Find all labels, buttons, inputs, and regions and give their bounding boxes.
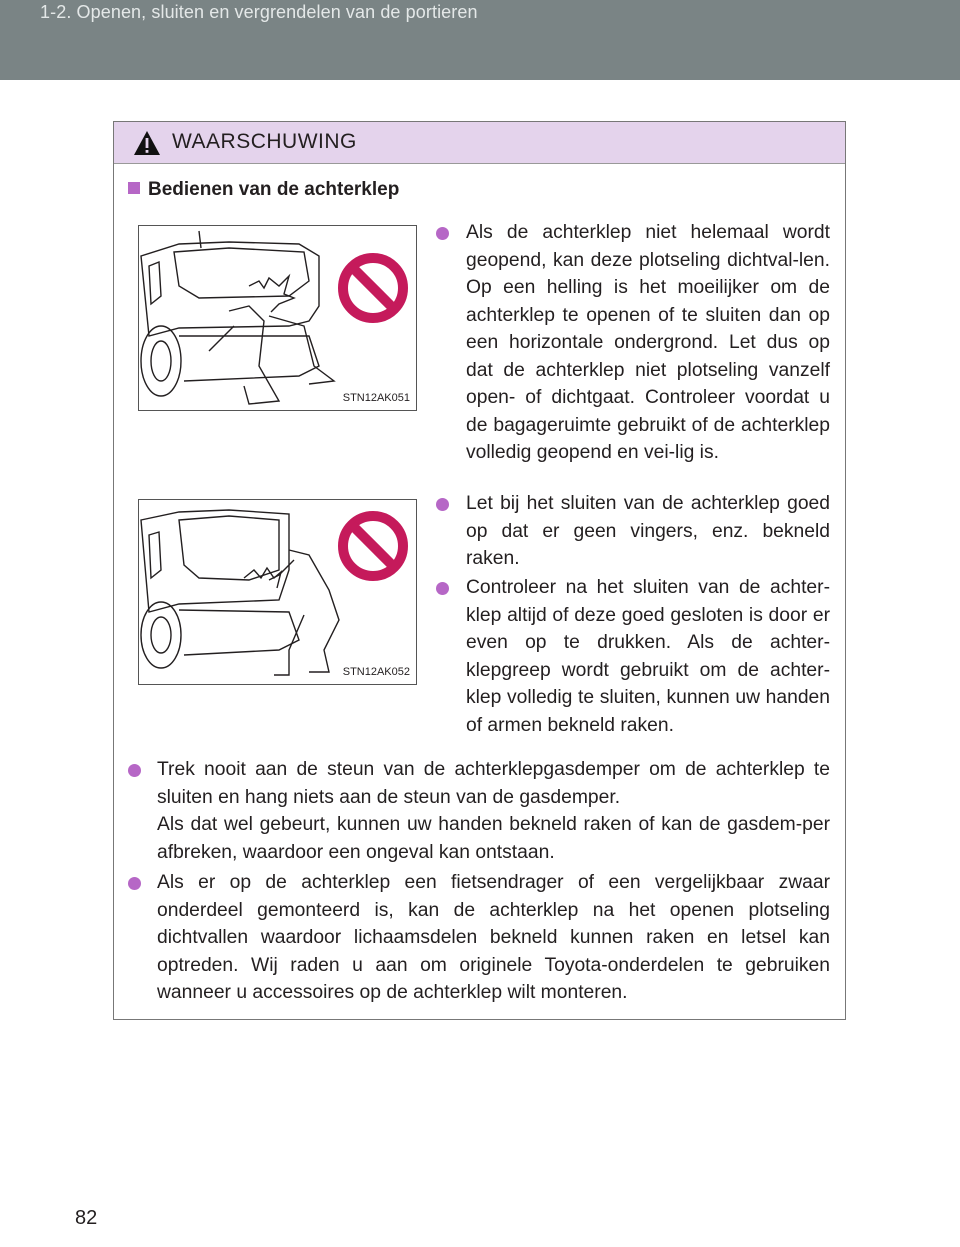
chapter-header bbox=[0, 0, 960, 80]
warning-header bbox=[114, 122, 845, 164]
bullet-text-4-continuation: Als dat wel gebeurt, kunnen uw handen bekneld raken of kan de gasdem-per afbreken, waardoor een ongeval kan ontstaan. bbox=[157, 814, 830, 863]
bullet-text-4 bbox=[157, 756, 830, 866]
prohibited-icon bbox=[337, 252, 409, 324]
warning-box bbox=[113, 121, 846, 1020]
bullet-text-2: Let bij het sluiten van de achterklep goed op dat er geen vingers, enz. bekneld raken. bbox=[466, 493, 830, 569]
prohibited-icon bbox=[337, 510, 409, 582]
bullet-icon bbox=[128, 764, 141, 777]
section-heading bbox=[128, 179, 399, 201]
square-bullet-icon bbox=[128, 182, 140, 194]
bullet-icon bbox=[436, 582, 449, 595]
section-heading-text: Bedienen van de achterklep bbox=[148, 179, 400, 200]
illustration-tailgate-closing bbox=[138, 499, 417, 685]
bullet-text-4-main: Trek nooit aan de steun van de achterklepgasdemper om de achterklep te sluiten en hang niets aan de steun van de gasdemper. bbox=[157, 759, 830, 808]
bullet-text-5: Als er op de achterklep een fietsendrager of een vergelijkbaar zwaar onderdeel gemonteerd is, kan de achterklep na het openen plotseling dichtvallen waardoor lichaamsdelen bekneld kunnen raken en letsel kan optreden. Wij raden u aan om originele Toyota-onderdelen te gebruiken wanneer u accessoires op de achterklep wilt monteren. bbox=[157, 872, 830, 1003]
figure-code: STN12AK051 bbox=[342, 392, 410, 404]
chapter-title: 1-2. Openen, sluiten en vergrendelen van de portieren bbox=[40, 2, 478, 22]
bullet-icon bbox=[128, 877, 141, 890]
warning-triangle-icon bbox=[133, 130, 161, 156]
figure-code: STN12AK052 bbox=[342, 666, 410, 678]
bullet-icon bbox=[436, 498, 449, 511]
warning-title: WAARSCHUWING bbox=[172, 130, 357, 153]
bullet-text-1: Als de achterklep niet helemaal wordt geopend, kan deze plotseling dichtval-len. Op een helling is het moeilijker om de achterklep te openen of te sluiten dan op een horizontale ondergrond. Let dus op dat de achterklep niet plotseling vanzelf open- of dichtgaat. Controleer voordat u de bagageruimte gebruikt of de achterklep volledig geopend en vei-lig is. bbox=[466, 222, 830, 463]
bullet-text-3: Controleer na het sluiten van de achter-klep altijd of deze goed gesloten is door er even op te drukken. Als de achter-klepgreep wordt gebruikt om de achter-klep volledig te sluiten, kunnen uw handen of armen bekneld raken. bbox=[466, 577, 830, 736]
bullet-icon bbox=[436, 227, 449, 240]
illustration-tailgate-falling bbox=[138, 225, 417, 411]
page-number: 82 bbox=[75, 1207, 98, 1229]
